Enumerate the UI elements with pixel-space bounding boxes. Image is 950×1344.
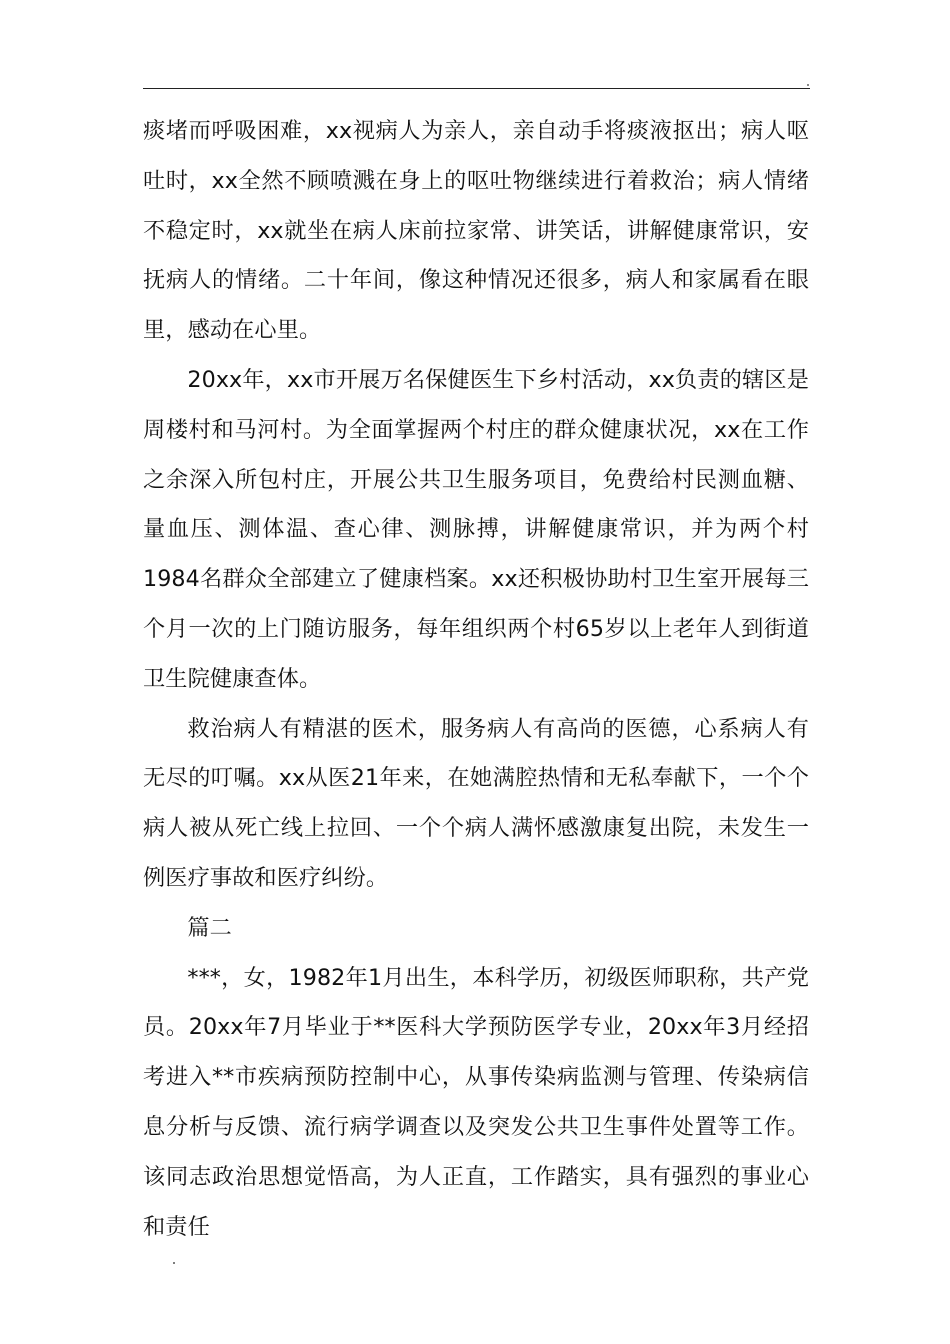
document-body xyxy=(143,107,809,1252)
header-rule xyxy=(143,88,810,89)
paragraph-4: ***，女，1982年1月出生，本科学历，初级医师职称，共产党员。20xx年7月毕业于**医科大学预防医学专业，20xx年3月经招考进入**市疾病预防控制中心，从事传染病监测与管理、传染病信息分析与反馈、流行病学调查以及突发公共卫生事件处置等工作。该同志政治思想觉悟高，为人正直，工作踏实，具有强烈的事业心和责任 xyxy=(143,964,809,1240)
footer-mark xyxy=(173,1262,175,1264)
paragraph-2: 20xx年，xx市开展万名保健医生下乡村活动，xx负责的辖区是周楼村和马河村。为全面掌握两个村庄的群众健康状况，xx在工作之余深入所包村庄，开展公共卫生服务项目，免费给村民测血糖、量血压、测体温、查心律、测脉搏，讲解健康常识，并为两个村1984名群众全部建立了健康档案。xx还积极协助村卫生室开展每三个月一次的上门随访服务，每年组织两个村65岁以上老年人到街道卫生院健康查体。 xyxy=(143,366,809,692)
paragraph-1: 痰堵而呼吸困难，xx视病人为亲人，亲自动手将痰液抠出；病人呕吐时，xx全然不顾喷溅在身上的呕吐物继续进行着救治；病人情绪不稳定时，xx就坐在病人床前拉家常、讲笑话，讲解健康常识，安抚病人的情绪。二十年间，像这种情况还很多，病人和家属看在眼里，感动在心里。 xyxy=(143,118,809,344)
paragraph-3: 救治病人有精湛的医术，服务病人有高尚的医德，心系病人有无尽的叮嘱。xx从医21年来，在她满腔热情和无私奉献下，一个个病人被从死亡线上拉回、一个个病人满怀感激康复出院，未发生一例医疗事故和医疗纠纷。 xyxy=(143,715,809,891)
header-mark xyxy=(807,84,809,86)
section-heading: 篇二 xyxy=(187,914,232,941)
